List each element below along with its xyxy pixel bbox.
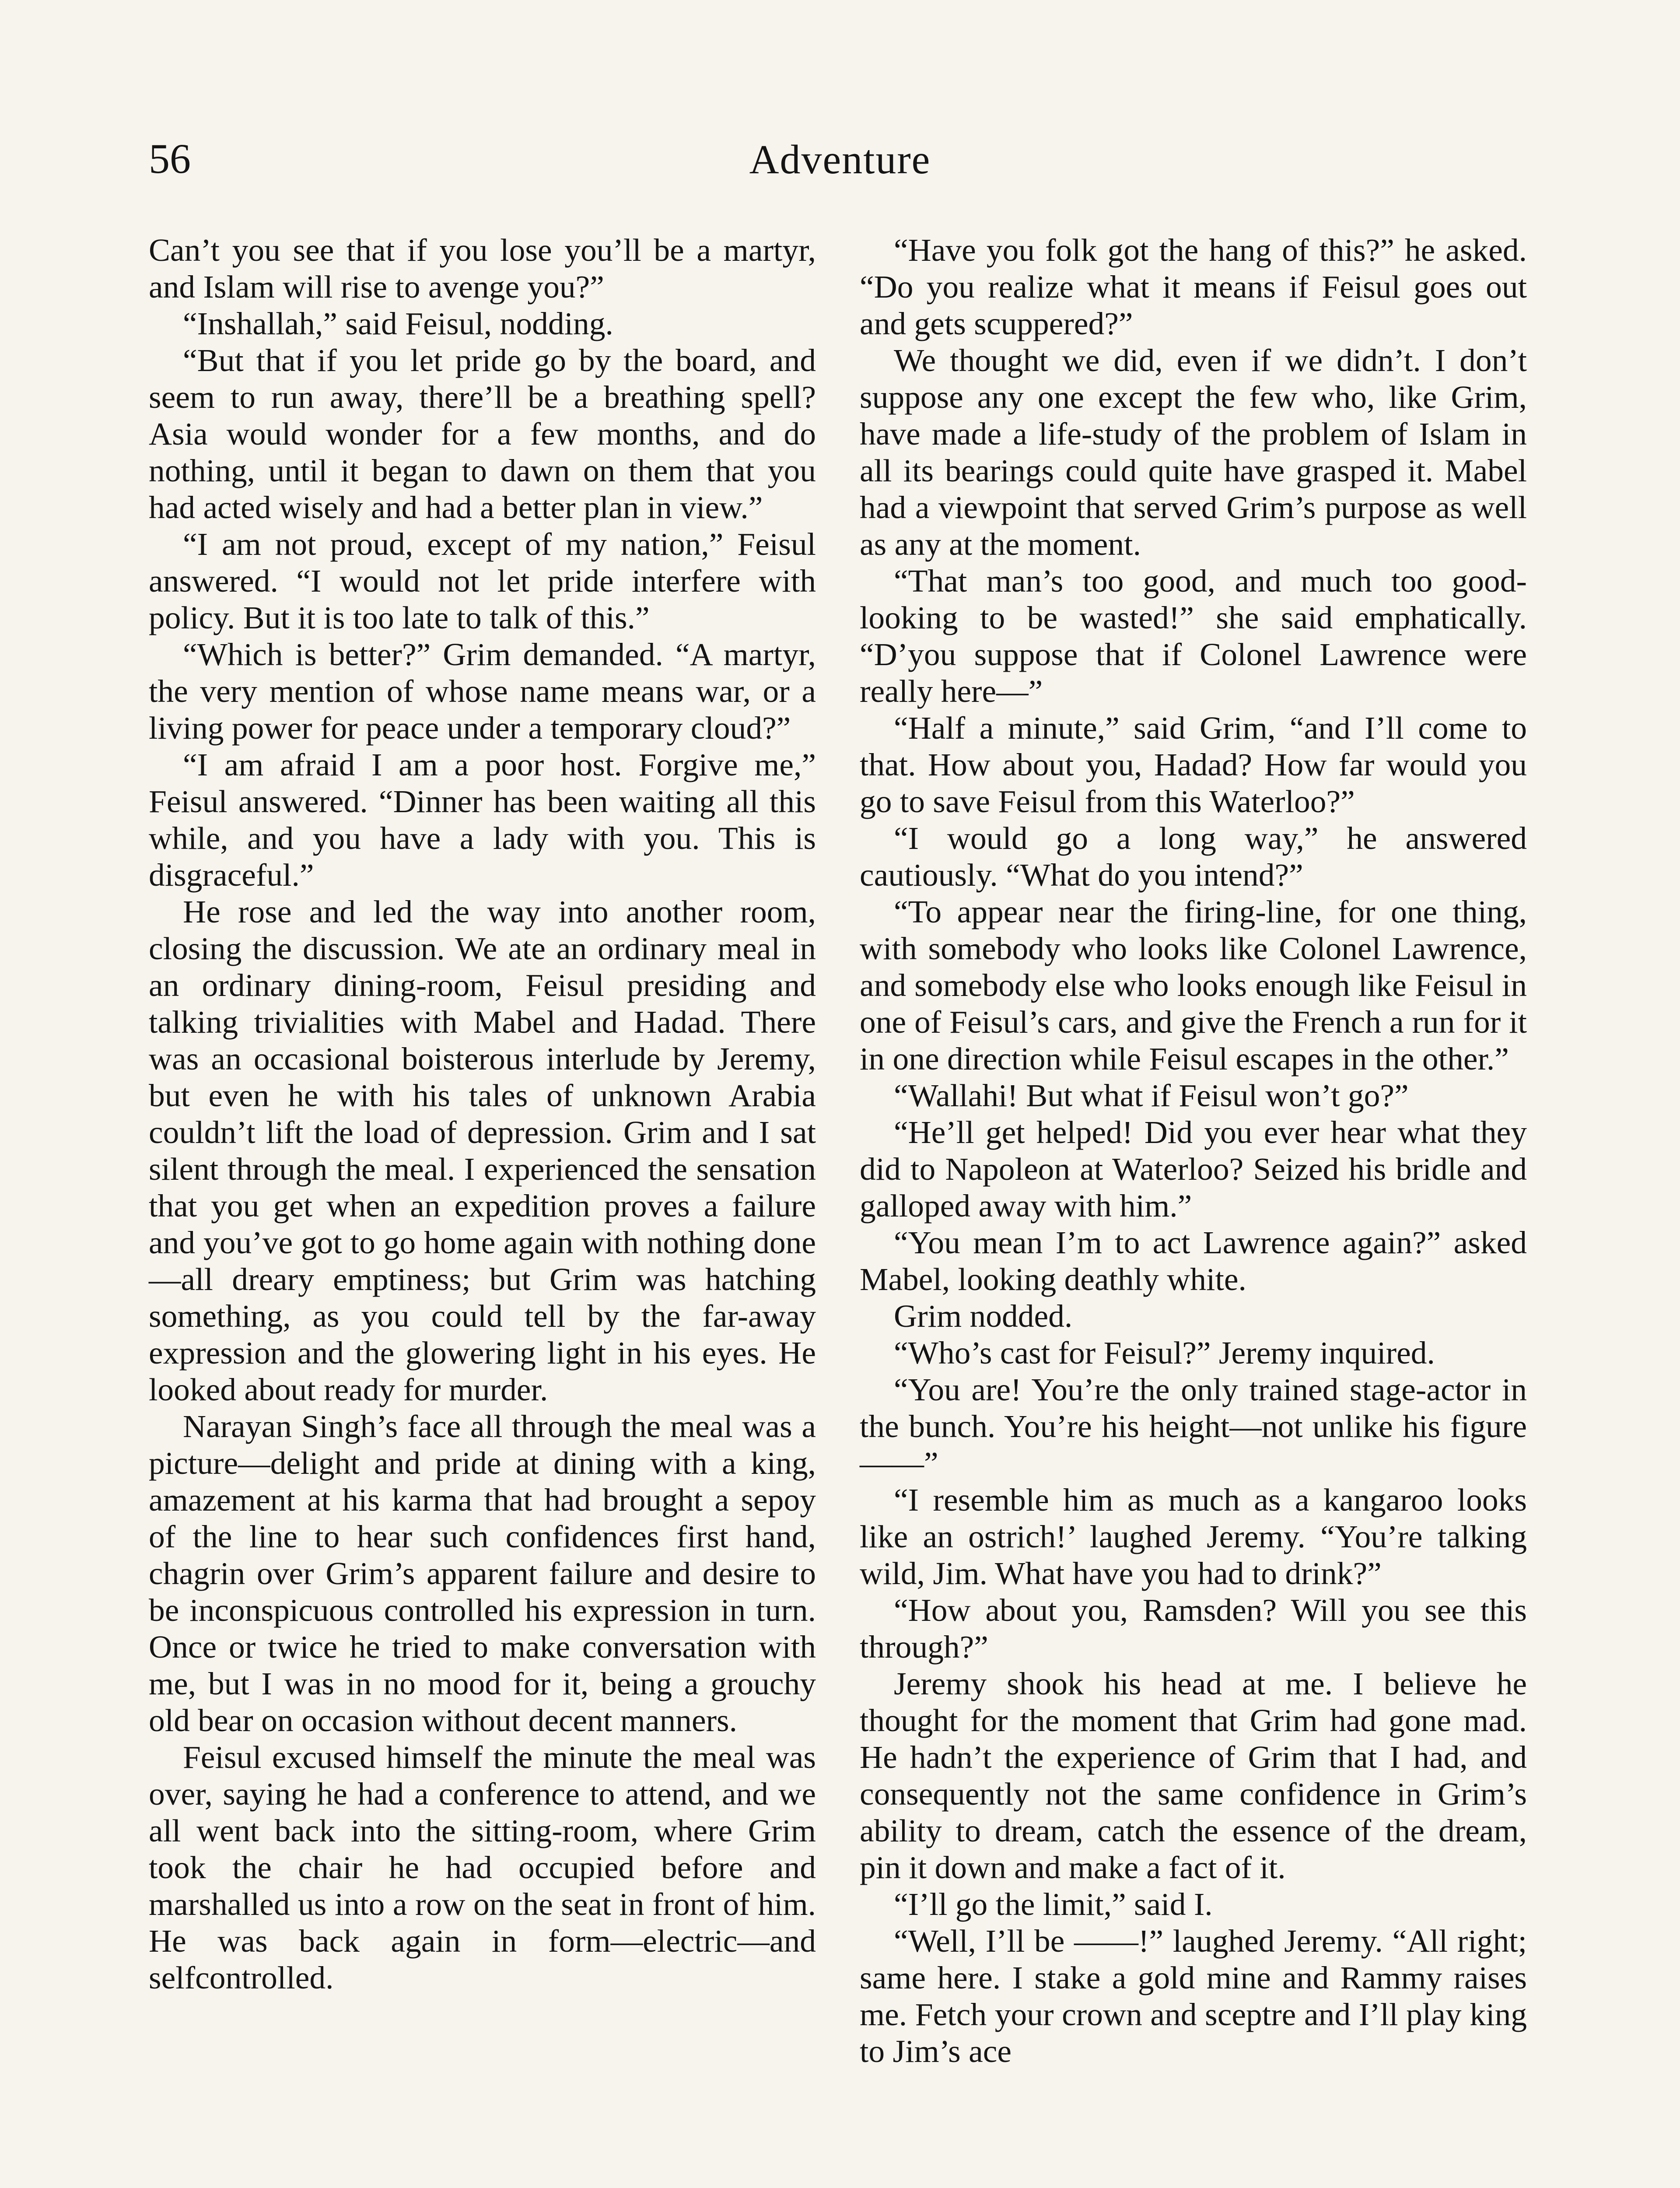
paragraph: “I’ll go the limit,” said I. [894,1886,1213,1922]
paragraph: Jeremy shook his head at me. I believe he thought for the moment that Grim had gone mad. He hadn’t the experience of Grim that I had, and consequently not the same confidence in Grim’s ability to dream, catch the essence of the dream, pin it down and make a fact of it. [860,1666,1527,1885]
paragraph: We thought we did, even if we didn’t. I don’t suppose any one except the few who, like Grim, have made a life-study of the problem of Islam in all its bearings could quite have grasped it. Mabel had a viewpoint that served Grim’s purpose as well as any at the moment. [860,343,1527,562]
paragraph: “Have you folk got the hang of this?” he asked. “Do you realize what it means if Feisul goes out and gets scuppered?” [860,232,1527,341]
paragraph: “Inshallah,” said Feisul, nodding. [183,306,613,341]
paragraph: Grim nodded. [894,1298,1073,1334]
paragraph: “You mean I’m to act Lawrence again?” asked Mabel, looking deathly white. [860,1225,1527,1297]
paragraph: “How about you, Ramsden? Will you see this through?” [860,1592,1527,1665]
paragraph: “I would go a long way,” he answered cautiously. “What do you intend?” [860,820,1527,893]
paragraph: “I am not proud, except of my nation,” Feisul answered. “I would not let pride interfere with policy. But it is too late to talk of this.” [149,526,816,635]
paragraph: “I resemble him as much as a kangaroo looks like an ostrich!’ laughed Jeremy. “You’re talking wild, Jim. What have you had to drink?” [860,1482,1527,1591]
paragraph: “Wallahi! But what if Feisul won’t go?” [894,1078,1409,1113]
paragraph: “That man’s too good, and much too good-looking to be wasted!” she said emphatically. “D’you suppose that if Colonel Lawrence were really here—” [860,563,1527,709]
paragraph: “I am afraid I am a poor host. Forgive me,” Feisul answered. “Dinner has been waiting all this while, and you have a lady with you. This is disgraceful.” [149,747,816,893]
paragraph: “But that if you let pride go by the board, and seem to run away, there’ll be a breathing spell? Asia would wonder for a few months, and do nothing, until it began to dawn on them that you had acted wisely and had a better plan in view.” [149,343,816,525]
paragraph: “To appear near the firing-line, for one thing, with somebody who looks like Colonel Lawrence, and somebody else who looks enough like Feisul in one of Feisul’s cars, and give the French a run for it in one direction while Feisul escapes in the other.” [860,894,1527,1076]
paragraph: Can’t you see that if you lose you’ll be a martyr, and Islam will rise to avenge you?” [149,232,816,305]
paragraph: Narayan Singh’s face all through the meal was a picture—delight and pride at dining with a king, amazement at his karma that had brought a sepoy of the line to hear such confidences first hand, chagrin over Grim’s apparent failure and desire to be inconspicuous controlled his expression in turn. Once or twice he tried to make conversation with me, but I was in no mood for it, being a grouchy old bear on occasion without decent manners. [149,1409,816,1738]
paragraph: He rose and led the way into another room, closing the discussion. We ate an ordinary meal in an ordinary dining-room, Feisul presiding and talking trivialities with Mabel and Hadad. There was an occasional boisterous interlude by Jeremy, but even he with his tales of unknown Arabia couldn’t lift the load of depression. Grim and I sat silent through the meal. I experienced the sensation that you get when an expedition proves a failure and you’ve got to go home again with nothing done—all dreary emptiness; but Grim was hatching something, as you could tell by the far-away expression and the glowering light in his eyes. He looked about ready for murder. [149,894,816,1407]
paragraph: “Who’s cast for Feisul?” Jeremy inquired. [894,1335,1435,1371]
paragraph: “He’ll get helped! Did you ever hear what they did to Napoleon at Waterloo? Seized his bridle and galloped away with him.” [860,1115,1527,1224]
paragraph: Feisul excused himself the minute the meal was over, saying he had a conference to attend, and we all went back into the sitting-room, where Grim took the chair he had occupied before and marshalled us into a row on the seat in front of him. He was back again in form—electric—and selfcontrolled. [149,1739,816,1995]
left-column [149,232,816,1996]
paragraph: “Which is better?” Grim demanded. “A martyr, the very mention of whose name means war, or a living power for peace under a temporary cloud?” [149,637,816,746]
running-head-title: Adventure [749,137,931,182]
paragraph: “Half a minute,” said Grim, “and I’ll come to that. How about you, Hadad? How far would you go to save Feisul from this Waterloo?” [860,710,1527,819]
paragraph: “You are! You’re the only trained stage-actor in the bunch. You’re his height—not unlike his figure——” [860,1372,1527,1481]
right-column [860,232,1527,2070]
page-number: 56 [149,135,191,182]
paragraph: “Well, I’ll be ——!” laughed Jeremy. “All right; same here. I stake a gold mine and Rammy raises me. Fetch your crown and sceptre and I’ll play king to Jim’s ace [860,1923,1527,2069]
